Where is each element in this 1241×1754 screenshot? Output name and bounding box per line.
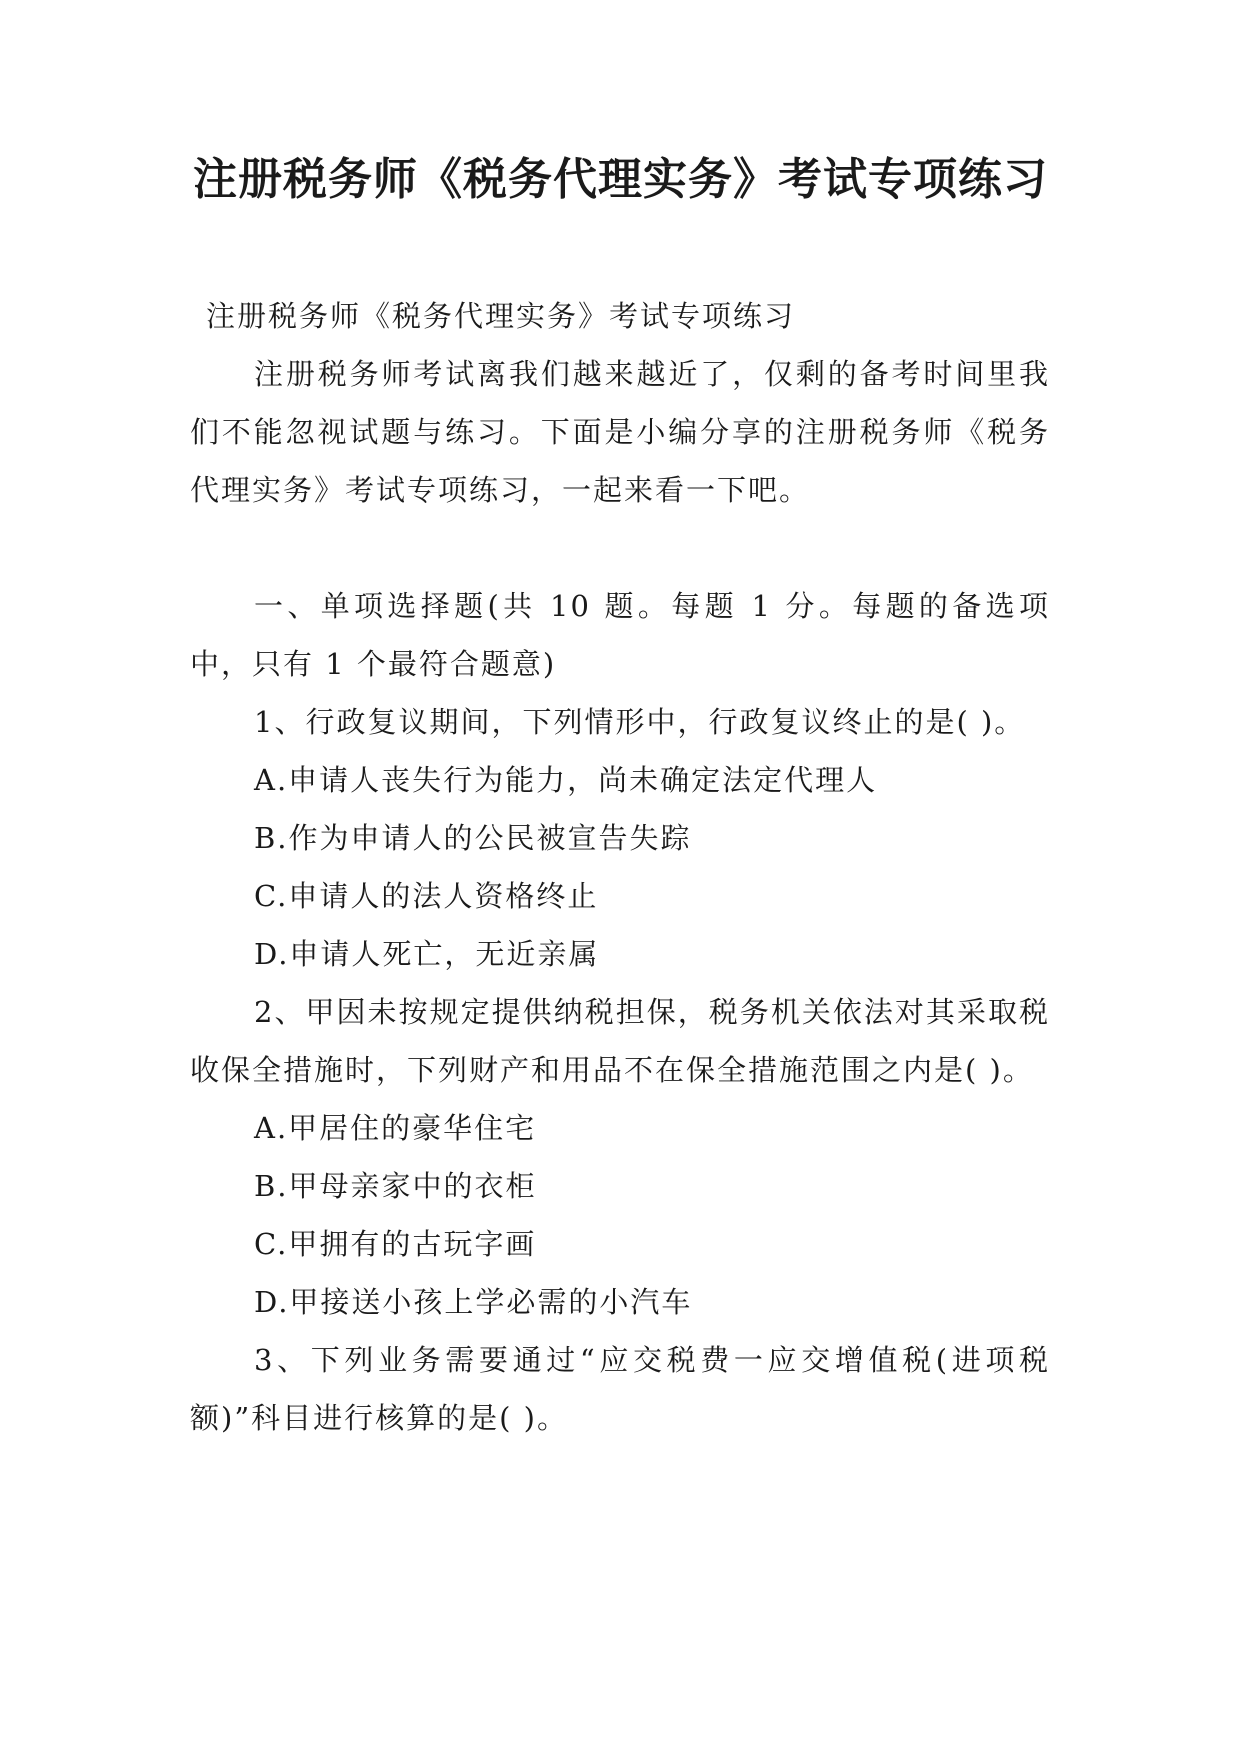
- paragraph-spacer: [190, 519, 1050, 577]
- subtitle-line: 注册税务师《税务代理实务》考试专项练习: [206, 299, 796, 333]
- question-option: B.作为申请人的公民被宣告失踪: [254, 821, 692, 855]
- question-stem: 1、行政复议期间，下列情形中，行政复议终止的是( )。: [254, 705, 1026, 739]
- question-option: D.申请人死亡，无近亲属: [254, 937, 600, 971]
- question-option: C.申请人的法人资格终止: [254, 879, 599, 913]
- question-option: A.申请人丧失行为能力，尚未确定法定代理人: [254, 763, 878, 797]
- question-option: D.甲接送小孩上学必需的小汽车: [254, 1285, 693, 1319]
- question-option: C.甲拥有的古玩字画: [254, 1227, 537, 1261]
- question-option: A.甲居住的豪华住宅: [254, 1111, 537, 1145]
- intro-paragraph: 注册税务师考试离我们越来越近了，仅剩的备考时间里我们不能忽视试题与练习。下面是小编分享的注册税务师《税务代理实务》考试专项练习，一起来看一下吧。: [190, 357, 1050, 507]
- section-heading: 一、单项选择题(共 10 题。每题 1 分。每题的备选项中，只有 1 个最符合题意): [190, 589, 1050, 681]
- document-body: [190, 287, 1050, 1447]
- question-option: B.甲母亲家中的衣柜: [254, 1169, 537, 1203]
- document-title: 注册税务师《税务代理实务》考试专项练习: [193, 154, 1048, 205]
- question-stem: 3、下列业务需要通过“应交税费一应交增值税(进项税额)”科目进行核算的是( )。: [190, 1343, 1050, 1435]
- question-stem: 2、甲因未按规定提供纳税担保，税务机关依法对其采取税收保全措施时，下列财产和用品不在保全措施范围之内是( )。: [190, 995, 1050, 1087]
